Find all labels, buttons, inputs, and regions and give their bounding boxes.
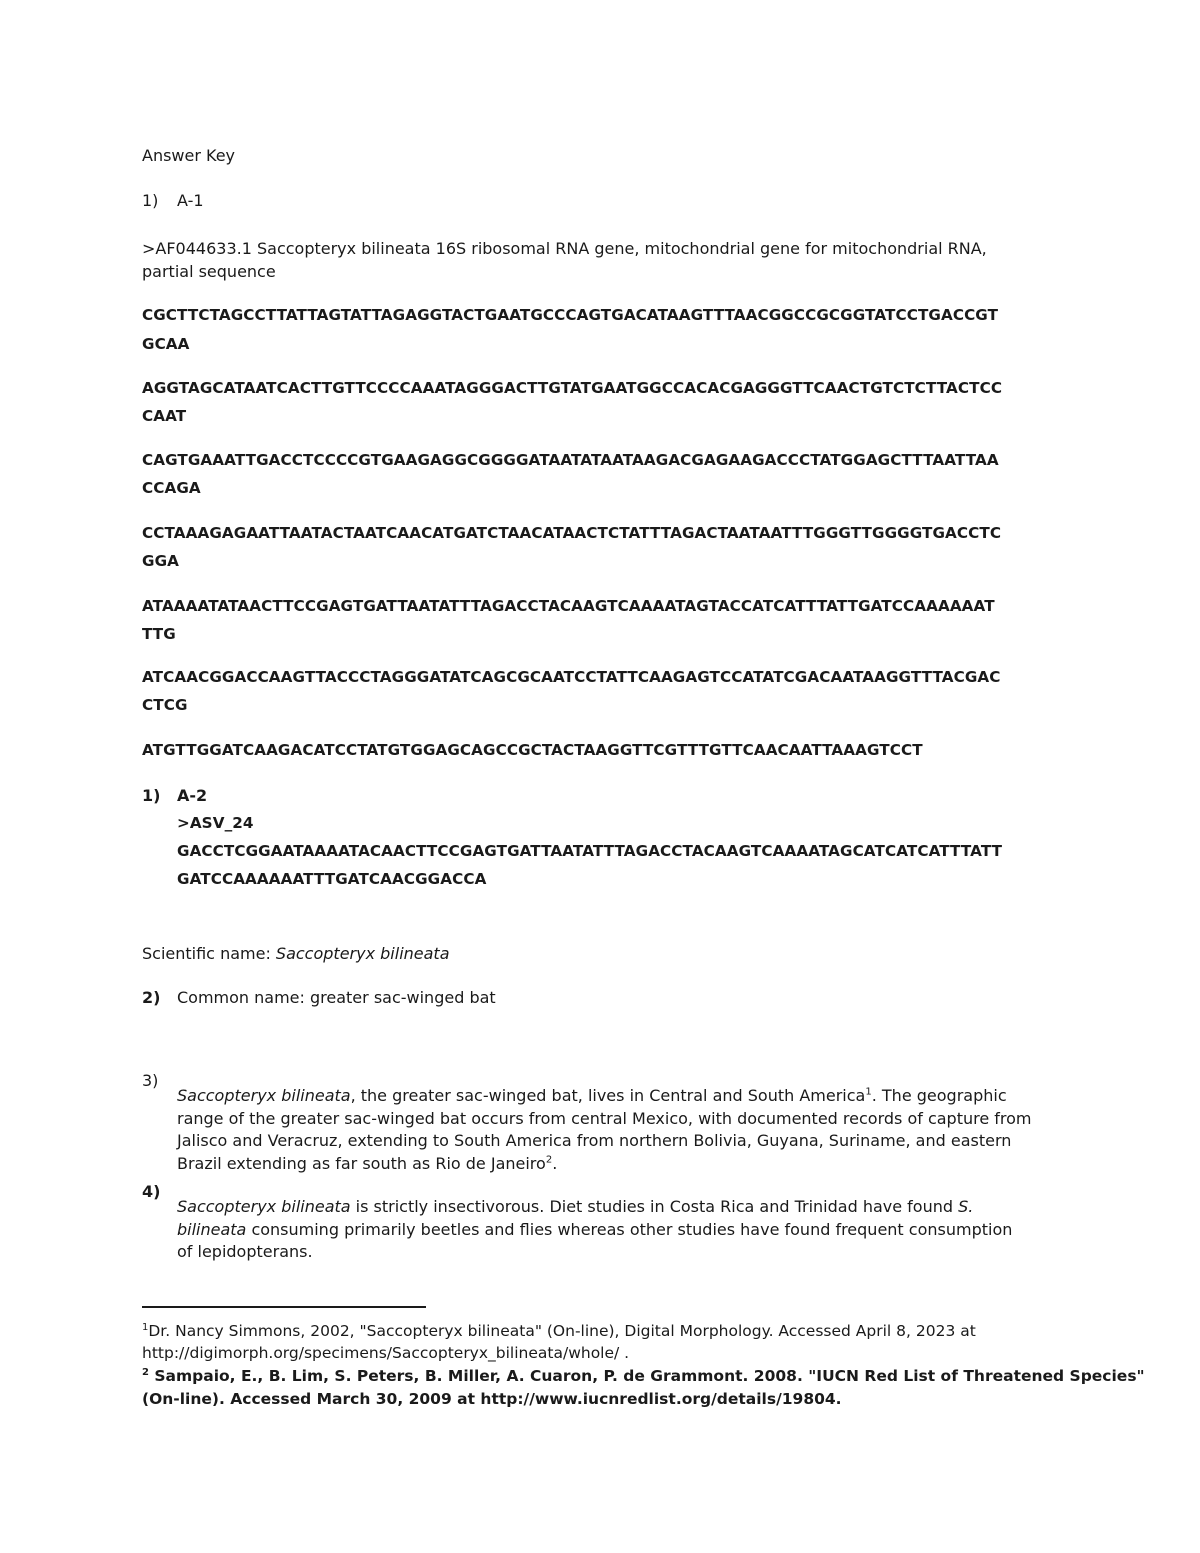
- footnote-mark: 1: [142, 1321, 149, 1333]
- sequence-line: CCTAAAGAGAATTAATACTAATCAACATGATCTAACATAACTCTATTTAGACTAATAATTTGGGTTGGGGTGACCTC: [142, 524, 1002, 542]
- paragraph-text: , the greater sac-winged bat, lives in Central and South America: [350, 1086, 866, 1105]
- range-paragraph: [177, 1085, 1057, 1175]
- footnote-ref[interactable]: 2: [545, 1154, 553, 1166]
- sequence-header-cont: partial sequence: [142, 262, 276, 281]
- sequence-line: GCAA: [142, 335, 190, 353]
- scientific-name: [142, 944, 450, 963]
- item-number: 4): [142, 1182, 161, 1201]
- paragraph-text: .: [552, 1153, 558, 1173]
- footnote-ref[interactable]: 1: [865, 1086, 872, 1098]
- footnote-2: [142, 1367, 1145, 1385]
- paragraph-text: consuming primarily beetles and flies whereas other studies have found frequent consumption of lepidopterans.: [177, 1219, 1013, 1261]
- sequence-line: AGGTAGCATAATCACTTGTTCCCCAAATAGGGACTTGTATGAATGGCCACACGAGGGTTCAACTGTCTCTTACTCC: [142, 379, 1003, 397]
- species-name: Saccopteryx bilineata: [177, 1086, 351, 1105]
- sequence-line: ATCAACGGACCAAGTTACCCTAGGGATATCAGCGCAATCCTATTCAAGAGTCCATATCGACAATAAGGTTTACGAC: [142, 668, 1001, 686]
- sample-label: A-2: [177, 786, 208, 805]
- item-number: 3): [142, 1071, 159, 1090]
- page-title: Answer Key: [142, 146, 236, 165]
- paragraph-text: is strictly insectivorous. Diet studies in Costa Rica and Trinidad have found: [350, 1197, 959, 1216]
- sequence-line: GATCCAAAAAATTTGATCAACGGACCA: [177, 870, 487, 888]
- sequence-line: CAAT: [142, 407, 187, 425]
- sequence-line: CGCTTCTAGCCTTATTAGTATTAGAGGTACTGAATGCCCAGTGACATAAGTTTAACGGCCGCGGTATCCTGACCGT: [142, 306, 999, 324]
- footnote-separator: [142, 1306, 426, 1308]
- common-name: Common name: greater sac-winged bat: [177, 988, 496, 1007]
- item-number: 1): [142, 786, 161, 805]
- sequence-line: GGA: [142, 552, 179, 570]
- scientific-name-label: Scientific name:: [142, 944, 276, 963]
- sequence-line: ATAAAATATAACTTCCGAGTGATTAATATTTAGACCTACAAGTCAAAATAGTACCATCATTTATTGATCCAAAAAAT: [142, 597, 995, 615]
- item-number: 2): [142, 988, 161, 1007]
- footnote-1: [142, 1322, 976, 1340]
- footnote-mark: 2: [142, 1366, 149, 1378]
- sequence-line: TTG: [142, 625, 176, 643]
- species-name: Saccopteryx bilineata: [177, 1197, 351, 1216]
- asv-header: >ASV_24: [177, 814, 254, 832]
- diet-paragraph: [177, 1196, 1022, 1264]
- paragraph-text: . The geographic range of the greater sac-winged bat occurs from central Mexico, with documented records of capture from Jalisco and Veracruz, extending to South America from northern Bolivia, Guyana, Suriname, and eastern Brazil extending as far south as Rio de Janeiro: [177, 1086, 1032, 1173]
- sample-label: A-1: [177, 191, 204, 210]
- sequence-line: CCAGA: [142, 479, 201, 497]
- sequence-header: >AF044633.1 Saccopteryx bilineata 16S ribosomal RNA gene, mitochondrial gene for mitochondrial RNA,: [142, 239, 987, 258]
- footnote-text: Sampaio, E., B. Lim, S. Peters, B. Miller, A. Cuaron, P. de Grammont. 2008. "IUCN Red List of Threatened Species": [148, 1367, 1145, 1385]
- sequence-line: CTCG: [142, 696, 188, 714]
- scientific-name-value: Saccopteryx bilineata: [275, 944, 450, 963]
- sequence-line: ATGTTGGATCAAGACATCCTATGTGGAGCAGCCGCTACTAAGGTTCGTTTGTTCAACAATTAAAGTCCT: [142, 741, 923, 759]
- sequence-line: GACCTCGGAATAAAATACAACTTCCGAGTGATTAATATTTAGACCTACAAGTCAAAATAGCATCATCATTTATT: [177, 842, 1003, 860]
- sequence-line: CAGTGAAATTGACCTCCCCGTGAAGAGGCGGGGATAATATAATAAGACGAGAAGACCCTATGGAGCTTTAATTAA: [142, 451, 999, 469]
- footnote-2-url[interactable]: (On-line). Accessed March 30, 2009 at http://www.iucnredlist.org/details/19804.: [142, 1390, 842, 1408]
- species-name-abbrev: S. bilineata: [177, 1197, 974, 1239]
- footnote-1-url[interactable]: http://digimorph.org/specimens/Saccopteryx_bilineata/whole/ .: [142, 1344, 630, 1362]
- item-number: 1): [142, 191, 159, 210]
- footnote-text: Dr. Nancy Simmons, 2002, "Saccopteryx bilineata" (On-line), Digital Morphology. Accessed April 8, 2023 at: [148, 1322, 976, 1340]
